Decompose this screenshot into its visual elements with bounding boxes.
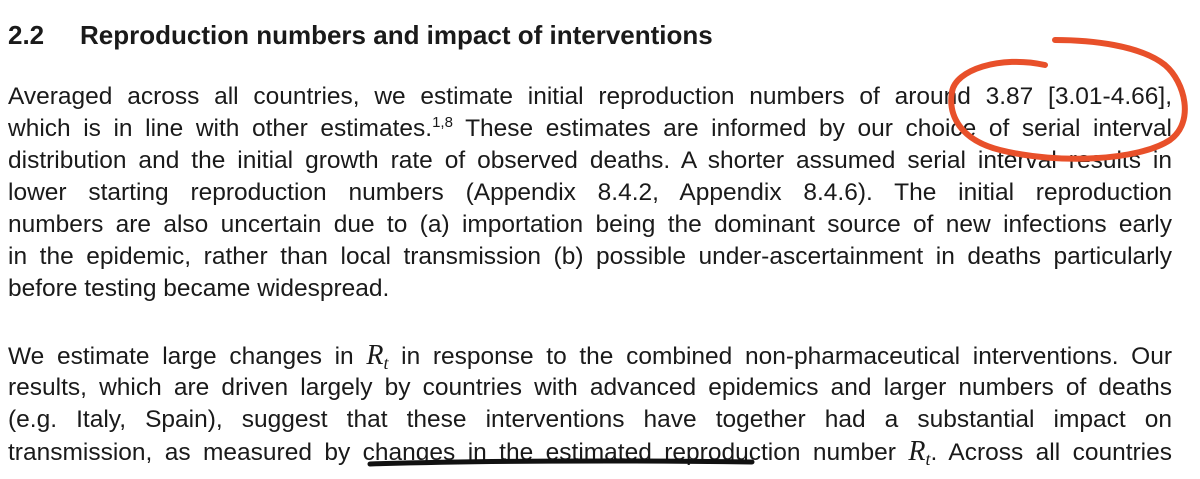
paragraph-1-line-6: in the epidemic, rather than local transmission (b) possible under-ascertainment in deaths particularly — [8, 243, 1172, 270]
section-number: 2.2 — [8, 20, 45, 50]
rt-symbol-r: R — [366, 340, 384, 371]
rt-symbol-r-2: R — [908, 436, 926, 467]
paragraph-1-line-5: numbers are also uncertain due to (a) importation being the dominant source of new infections early — [8, 211, 1172, 238]
paragraph-2-line-1-text-a: We estimate large changes in — [8, 343, 367, 370]
paragraph-1-line-4: lower starting reproduction numbers (Appendix 8.4.2, Appendix 8.4.6). The initial reproduction — [8, 179, 1172, 206]
paragraph-1-line-3: distribution and the initial growth rate of observed deaths. A shorter assumed serial interval results in — [8, 147, 1172, 174]
paragraph-2-line-3: (e.g. Italy, Spain), suggest that these interventions have together had a substantial impact on — [8, 406, 1172, 433]
rt-symbol-subscript: t — [383, 353, 389, 373]
paragraph-1-line-2-text-b: These estimates are informed by our choice of serial interval — [452, 115, 1172, 142]
paragraph-1-line-7: before testing became widespread. — [8, 275, 390, 302]
rt-math-symbol-2 — [908, 436, 930, 467]
paragraph-1-line-2-text-a: which is in line with other estimates. — [8, 115, 433, 142]
rt-math-symbol — [366, 340, 388, 371]
paragraph-2-line-4-text-b: . Across all countries — [930, 439, 1172, 466]
paragraph-2-line-4 — [8, 436, 1172, 475]
section-title: Reproduction numbers and impact of interventions — [80, 20, 713, 50]
paragraph-2-line-4-text-a: transmission, as measured by changes in the estimated reproduction number — [8, 439, 909, 466]
section-heading — [8, 20, 713, 51]
citation-superscript: 1,8 — [432, 114, 453, 131]
paragraph-1-line-1: Averaged across all countries, we estimate initial reproduction numbers of around 3.87 [3.01-4.66], — [8, 83, 1172, 110]
rt-symbol-subscript-2: t — [925, 449, 931, 469]
paragraph-1-line-2 — [8, 113, 1172, 145]
paragraph-2-line-1-text-b: in response to the combined non-pharmaceutical interventions. Our — [388, 343, 1172, 370]
paragraph-2-line-2: results, which are driven largely by countries with advanced epidemics and larger numbers of deaths — [8, 374, 1172, 401]
